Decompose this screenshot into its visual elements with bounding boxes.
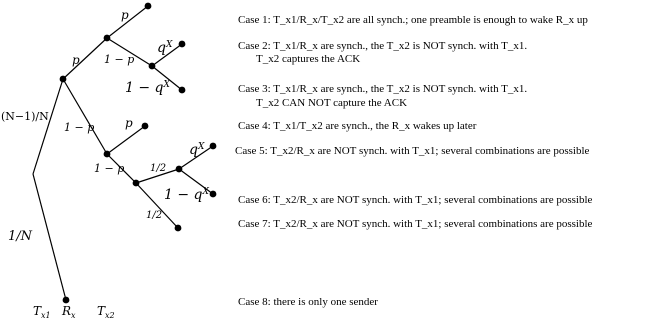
tree-node-n1 bbox=[60, 76, 67, 83]
tree-edges bbox=[33, 6, 213, 300]
tree-node-n2 bbox=[104, 35, 111, 42]
case-1-line-1: Case 1: T_x1/R_x/T_x2 are all synch.; one preamble is enough to wake R_x up bbox=[238, 14, 588, 26]
edge-n1-to-n2 bbox=[63, 38, 107, 79]
case-descriptions bbox=[235, 14, 593, 308]
case-3-line-1: Case 3: T_x1/R_x are synch., the T_x2 is NOT synch. with T_x1. bbox=[238, 83, 528, 95]
label-n5-up: 1/2 bbox=[150, 163, 167, 174]
leaf-node-2 bbox=[179, 41, 186, 48]
case-5-line-1: Case 5: T_x2/R_x are NOT synch. with T_x1; several combinations are possible bbox=[235, 145, 590, 157]
edge-labels bbox=[1, 8, 210, 244]
tree-node-n3 bbox=[104, 151, 111, 158]
label-n3-up: p bbox=[125, 116, 133, 130]
label-rx: $R_x$ bbox=[62, 304, 76, 318]
leaf-node-8 bbox=[63, 297, 70, 304]
leaf-node-4 bbox=[142, 123, 149, 130]
label-n5-down: 1/2 bbox=[146, 210, 163, 221]
label-root-lower: 1/N bbox=[8, 229, 33, 244]
leaf-node-7 bbox=[175, 225, 182, 232]
label-n6-up: $q^X$ bbox=[189, 142, 205, 158]
leaf-node-6 bbox=[210, 191, 217, 198]
edge-n1-to-n3 bbox=[63, 79, 107, 154]
tree-node-n6 bbox=[176, 166, 183, 173]
label-n1-down: 1 − p bbox=[64, 121, 95, 134]
label-tx1: $T_{x1}$ bbox=[33, 304, 51, 318]
edge-root-to-leaf8 bbox=[33, 174, 66, 300]
leaf-node-1 bbox=[145, 3, 152, 10]
case-4-line-1: Case 4: T_x1/T_x2 are synch., the R_x wakes up later bbox=[238, 120, 477, 132]
edge-root-to-n1 bbox=[33, 79, 63, 174]
label-n4-up: $q^X$ bbox=[157, 40, 173, 56]
case-6-line-1: Case 6: T_x2/R_x are NOT synch. with T_x1; several combinations are possible bbox=[238, 194, 593, 206]
case-2-line-2: T_x2 captures the ACK bbox=[256, 53, 361, 65]
leaf-node-5 bbox=[210, 143, 217, 150]
case-3-line-2: T_x2 CAN NOT capture the ACK bbox=[256, 97, 408, 109]
label-tx2: $T_{x2}$ bbox=[97, 304, 115, 318]
case-7-line-1: Case 7: T_x2/R_x are NOT synch. with T_x1; several combinations are possible bbox=[238, 218, 593, 230]
label-n1-up: p bbox=[72, 53, 80, 67]
tree-node-n4 bbox=[149, 63, 156, 70]
leaf-node-3 bbox=[179, 87, 186, 94]
label-n3-down: 1 − p bbox=[94, 162, 125, 175]
label-n2-down: 1 − p bbox=[104, 53, 135, 66]
case-2-line-1: Case 2: T_x1/R_x are synch., the T_x2 is NOT synch. with T_x1. bbox=[238, 40, 528, 52]
case-8-line-1: Case 8: there is only one sender bbox=[238, 296, 378, 308]
label-root-upper: (N−1)/N bbox=[1, 110, 49, 123]
label-n6-down: $1 - q^X$ bbox=[164, 187, 209, 203]
label-n4-down: $1 - q^X$ bbox=[125, 80, 170, 96]
tree-node-n5 bbox=[133, 180, 140, 187]
label-n2-up: p bbox=[121, 8, 129, 22]
bottom-labels bbox=[33, 304, 115, 318]
edge-n3-to-leaf4 bbox=[107, 126, 145, 154]
